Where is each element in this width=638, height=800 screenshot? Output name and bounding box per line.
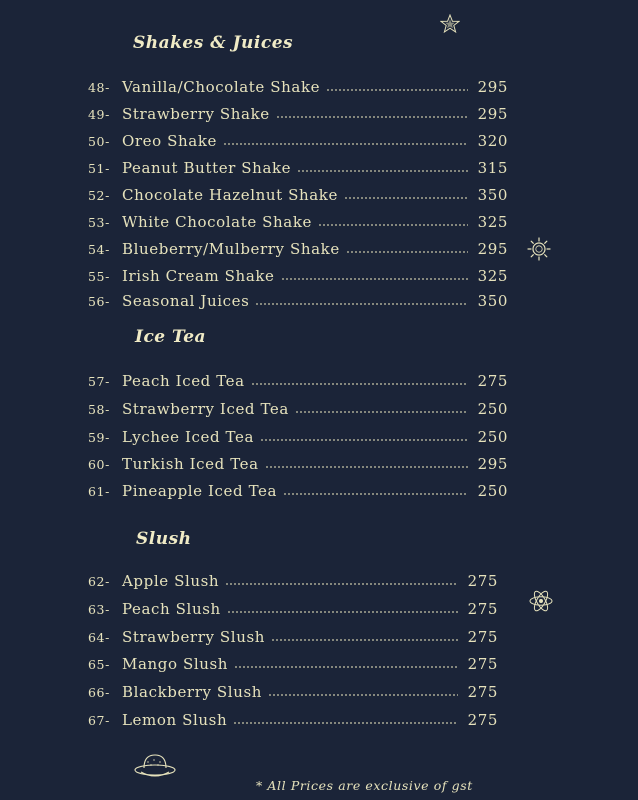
- menu-item: [88, 184, 508, 206]
- menu-item: [88, 103, 508, 125]
- menu-item: [88, 570, 498, 592]
- item-name: Lemon Slush: [122, 711, 228, 729]
- menu-item: [88, 370, 508, 392]
- item-price: 350: [477, 186, 508, 204]
- menu-item: [88, 238, 508, 260]
- item-number: 52-: [88, 187, 110, 203]
- item-name: Oreo Shake: [122, 132, 217, 150]
- menu-item: [88, 76, 508, 98]
- dot-leader: [223, 143, 468, 145]
- item-name: Chocolate Hazelnut Shake: [122, 186, 338, 204]
- dot-leader: [227, 611, 458, 613]
- section-title-slush: Slush: [136, 529, 192, 549]
- menu-item: [88, 480, 508, 502]
- item-name: Apple Slush: [122, 572, 220, 590]
- item-number: 66-: [88, 684, 110, 700]
- menu-item: [88, 157, 508, 179]
- menu-item: [88, 211, 508, 233]
- dot-leader: [281, 278, 468, 280]
- item-number: 57-: [88, 373, 110, 389]
- item-number: 49-: [88, 106, 110, 122]
- item-number: 67-: [88, 712, 110, 728]
- item-price: 295: [477, 78, 508, 96]
- menu-item: [88, 265, 508, 287]
- item-number: 55-: [88, 268, 110, 284]
- item-name: Turkish Iced Tea: [122, 455, 259, 473]
- dot-leader: [233, 722, 458, 724]
- item-price: 325: [477, 267, 508, 285]
- item-price: 275: [467, 655, 498, 673]
- dot-leader: [344, 197, 468, 199]
- item-price: 250: [477, 482, 508, 500]
- item-number: 61-: [88, 483, 110, 499]
- price-footnote: * All Prices are exclusive of gst: [256, 778, 473, 793]
- item-price: 295: [477, 105, 508, 123]
- section-title-ice-tea: Ice Tea: [135, 327, 207, 347]
- ufo-icon: [132, 750, 178, 782]
- item-number: 59-: [88, 429, 110, 445]
- item-name: Peach Slush: [122, 600, 221, 618]
- item-name: Seasonal Juices: [122, 292, 250, 310]
- item-number: 54-: [88, 241, 110, 257]
- item-number: 56-: [88, 293, 110, 309]
- item-price: 315: [477, 159, 508, 177]
- dot-leader: [260, 439, 468, 441]
- item-number: 62-: [88, 573, 110, 589]
- item-price: 350: [477, 292, 508, 310]
- item-price: 250: [477, 400, 508, 418]
- item-name: Strawberry Slush: [122, 628, 266, 646]
- item-price: 325: [477, 213, 508, 231]
- dot-leader: [268, 694, 458, 696]
- item-name: Peach Iced Tea: [122, 372, 245, 390]
- item-name: Blueberry/Mulberry Shake: [122, 240, 340, 258]
- section-title-shakes-juices: Shakes & Juices: [133, 33, 294, 53]
- item-price: 320: [477, 132, 508, 150]
- item-name: Strawberry Shake: [122, 105, 270, 123]
- item-number: 58-: [88, 401, 110, 417]
- dot-leader: [346, 251, 468, 253]
- item-price: 275: [467, 628, 498, 646]
- sun-icon: [526, 236, 552, 262]
- dot-leader: [283, 493, 468, 495]
- menu-item: [88, 453, 508, 475]
- menu-item: [88, 681, 498, 703]
- item-price: 250: [477, 428, 508, 446]
- menu-item: [88, 626, 498, 648]
- menu-item: [88, 130, 508, 152]
- item-name: Vanilla/Chocolate Shake: [122, 78, 321, 96]
- item-name: Pineapple Iced Tea: [122, 482, 278, 500]
- menu-item: [88, 398, 508, 420]
- item-name: Mango Slush: [122, 655, 229, 673]
- item-name: Irish Cream Shake: [122, 267, 275, 285]
- item-number: 64-: [88, 629, 110, 645]
- item-price: 275: [467, 572, 498, 590]
- item-number: 48-: [88, 79, 110, 95]
- atom-icon: [528, 587, 554, 615]
- menu-item: [88, 598, 498, 620]
- item-number: 51-: [88, 160, 110, 176]
- item-price: 275: [467, 683, 498, 701]
- dot-leader: [271, 639, 458, 641]
- item-price: 275: [467, 711, 498, 729]
- item-name: Strawberry Iced Tea: [122, 400, 289, 418]
- dot-leader: [276, 116, 468, 118]
- menu-item: [88, 653, 498, 675]
- dot-leader: [251, 383, 468, 385]
- dot-leader: [234, 666, 458, 668]
- star-icon: [440, 14, 460, 34]
- dot-leader: [255, 303, 468, 305]
- item-price: 275: [477, 372, 508, 390]
- item-number: 63-: [88, 601, 110, 617]
- dot-leader: [225, 583, 458, 585]
- item-price: 295: [477, 240, 508, 258]
- dot-leader: [297, 170, 468, 172]
- item-name: Blackberry Slush: [122, 683, 263, 701]
- menu-item: [88, 709, 498, 731]
- item-price: 275: [467, 600, 498, 618]
- item-name: Peanut Butter Shake: [122, 159, 292, 177]
- item-number: 53-: [88, 214, 110, 230]
- item-price: 295: [477, 455, 508, 473]
- dot-leader: [265, 466, 468, 468]
- dot-leader: [326, 89, 468, 91]
- item-number: 60-: [88, 456, 110, 472]
- dot-leader: [295, 411, 468, 413]
- menu-item: [88, 290, 508, 312]
- item-number: 50-: [88, 133, 110, 149]
- item-name: White Chocolate Shake: [122, 213, 313, 231]
- menu-item: [88, 426, 508, 448]
- dot-leader: [318, 224, 468, 226]
- item-number: 65-: [88, 656, 110, 672]
- item-name: Lychee Iced Tea: [122, 428, 254, 446]
